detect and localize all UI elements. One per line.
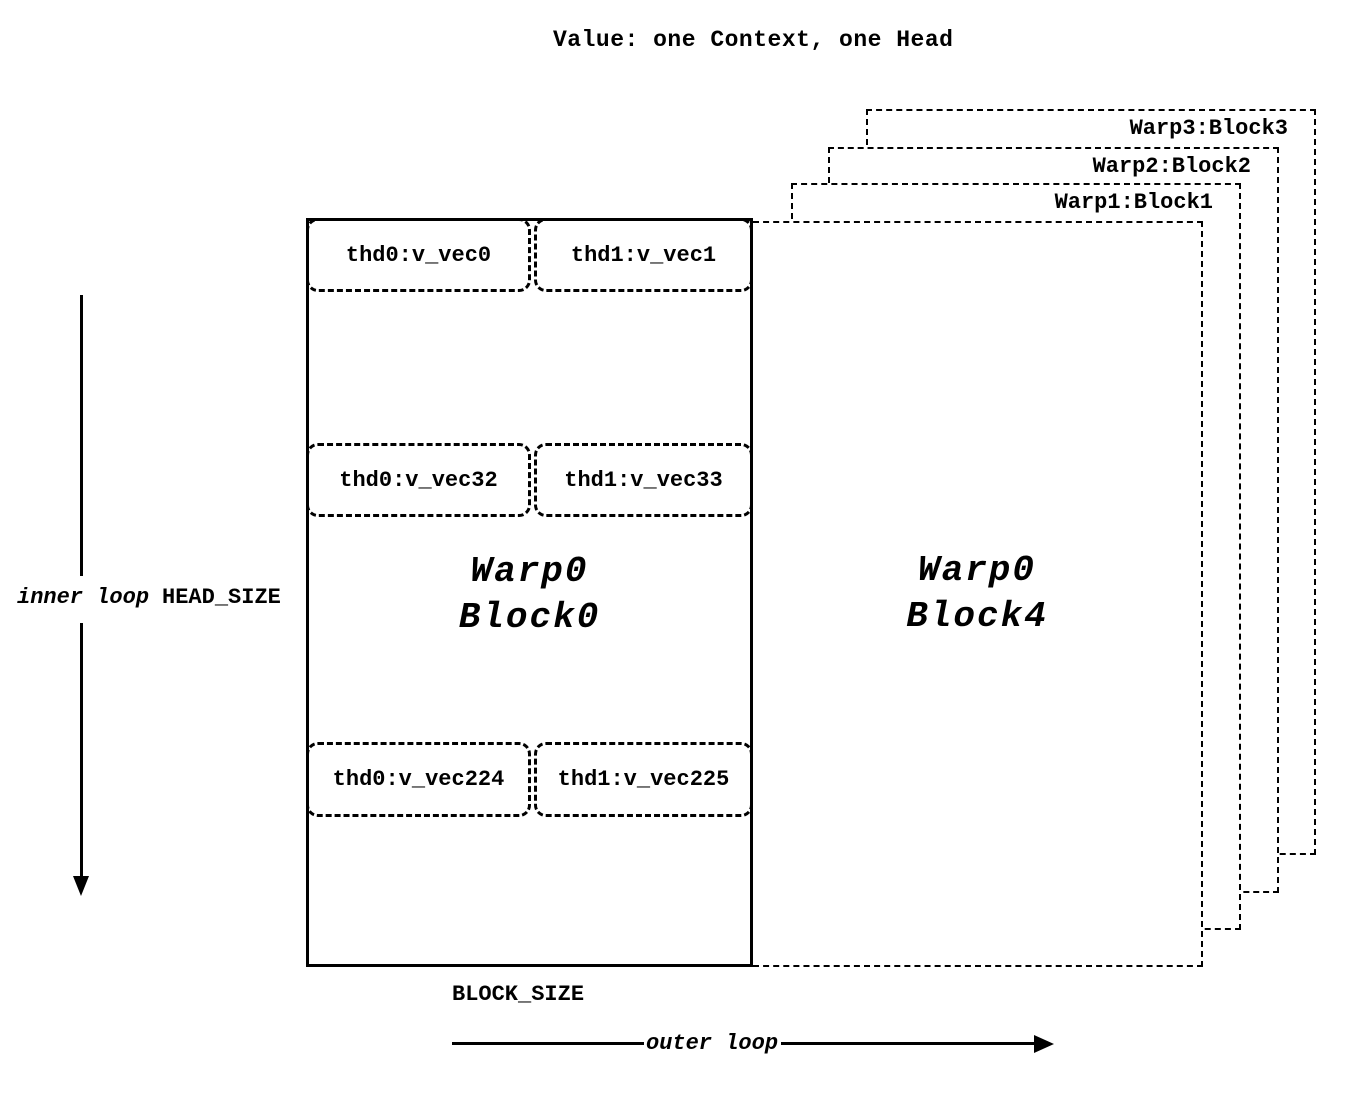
vec-box-label: thd1:v_vec33 <box>564 467 723 493</box>
vec-box-thd0-v_vec32 <box>306 443 531 517</box>
inner-loop-arrow-line-top <box>80 295 83 576</box>
outer-loop-text: outer loop <box>646 1031 779 1056</box>
vec-box-label: thd0:v_vec224 <box>332 767 505 792</box>
outer-loop-arrow-line-left <box>452 1042 644 1045</box>
vec-box-label: thd1:v_vec1 <box>570 242 717 268</box>
warp0-block0-line1: Warp0 <box>470 551 589 592</box>
inner-loop-arrow-line-bottom <box>80 623 83 880</box>
vec-box-label: thd0:v_vec32 <box>339 467 498 493</box>
warp0-block4-line2: Block4 <box>906 596 1048 637</box>
inner-loop-text: inner loop <box>17 585 150 610</box>
warp0-block0-label <box>306 549 753 641</box>
warp1-block1-label: Warp1:Block1 <box>1054 190 1213 215</box>
warp3-block3-label: Warp3:Block3 <box>1129 116 1288 141</box>
warp0-block0-line2: Block0 <box>458 597 601 638</box>
block-size-label: BLOCK_SIZE <box>452 982 585 1007</box>
warp0-block4-label <box>906 548 1048 640</box>
vec-box-thd0-v_vec0 <box>306 218 531 292</box>
inner-loop-arrowhead-icon <box>73 876 89 896</box>
vec-box-label: thd1:v_vec225 <box>557 767 730 792</box>
warp0-block4-panel <box>753 221 1203 967</box>
head-size-text: HEAD_SIZE <box>162 585 281 610</box>
warp2-block2-label: Warp2:Block2 <box>1092 154 1251 179</box>
outer-loop-arrowhead-icon <box>1034 1035 1054 1053</box>
vec-box-thd0-v_vec224 <box>306 742 531 817</box>
vec-box-label: thd0:v_vec0 <box>345 242 492 268</box>
vec-box-thd1-v_vec1 <box>534 218 753 292</box>
outer-loop-arrow-line-right <box>781 1042 1035 1045</box>
diagram-title: Value: one Context, one Head <box>553 27 954 53</box>
vec-box-thd1-v_vec225 <box>534 742 753 817</box>
vec-box-thd1-v_vec33 <box>534 443 753 517</box>
warp0-block4-line1: Warp0 <box>917 550 1037 591</box>
inner-loop-axis-label <box>17 585 281 611</box>
